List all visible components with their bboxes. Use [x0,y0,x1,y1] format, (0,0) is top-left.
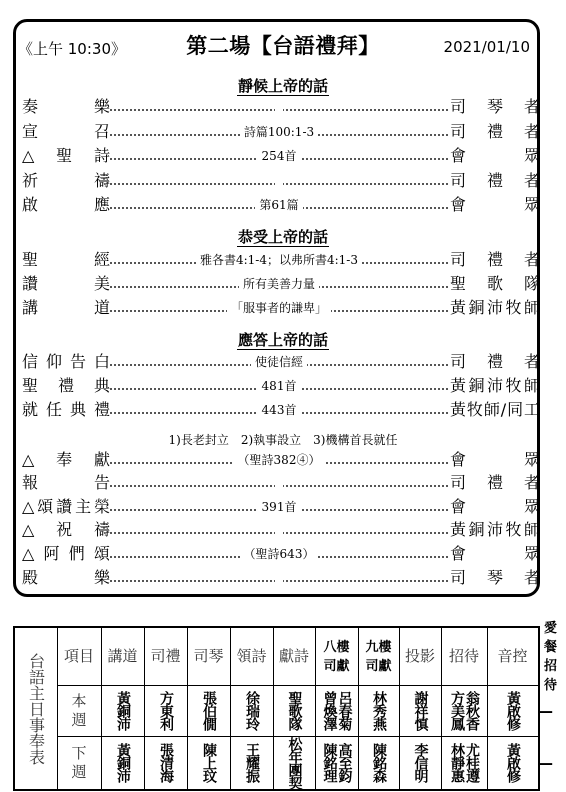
roster-cell: 張清海 [158,743,174,782]
roster-header-cell: 獻詩 [279,647,310,665]
service-date: 2021/01/10 [443,38,530,56]
order-item-label: △ 聖 詩 [22,146,110,165]
order-item-leader: 黃 銅 沛 牧 師 [450,520,540,539]
roster-cell: 翁秋香 方美鳳 [449,691,480,730]
roster-cell: 林秀燕 [371,691,387,730]
service-time: 《上午 10:30》 [18,40,126,58]
roster-cell: 黃啟修 [505,743,521,782]
roster-cell: 松年團契 [286,736,303,789]
order-item-detail [110,173,448,189]
order-row-r17 [22,568,540,588]
order-item-detail [110,475,448,491]
order-item-label: 報 告 [22,473,110,492]
order-item-detail: 391首 [110,499,448,515]
roster-cell: 徐瑞玲 [244,691,260,730]
roster-header-cell: 愛餐招待 [544,620,558,693]
order-item-label: 聖 禮 典 [22,376,110,395]
order-row-r14 [22,497,540,517]
roster-header-cell: 講道 [107,647,138,665]
roster-cell: 王耀振 [244,743,260,782]
order-item-label: 讚 美 [22,274,110,293]
order-item-detail: 詩篇100:1-3 [110,124,448,140]
roster-cell: 李信明 [412,743,429,782]
order-item-detail: 「服事者的謙卑」 [110,300,448,316]
this-week-label: 本週 [71,691,87,729]
order-item-detail [110,99,448,115]
order-item-leader: 會 眾 [450,450,540,469]
order-row-r4 [22,171,540,191]
order-item-leader: 司 琴 者 [450,568,540,587]
order-row-r12 [22,450,540,470]
order-item-label: △ 奉 獻 [22,450,110,469]
roster-cell: 陳銘森 [371,743,387,782]
order-row-r8 [22,298,540,318]
roster-side-title: 台語主日事奉表 [26,652,46,765]
order-item-label: 宣 召 [22,122,110,141]
order-row-r2 [22,122,540,142]
roster-header-cell: 領詩 [236,647,267,665]
order-item-leader: 會 眾 [450,146,540,165]
order-item-label: 聖 經 [22,250,110,269]
order-item-leader: 司 禮 者 [450,352,540,371]
order-item-detail: 254首 [110,148,448,164]
roster-header-cell: 投影 [405,647,436,665]
order-row-r7 [22,274,540,294]
roster-header-cell: 司禮 [150,647,181,665]
roster-cell: — [538,753,553,772]
order-item-detail: 481首 [110,378,448,394]
section-heading-1: 靜候上帝的話 [237,77,328,95]
roster-cell: 呂春菊 曾煥澤 [321,691,353,730]
order-item-leader: 黃 銅 沛 牧 師 [450,376,540,395]
order-item-detail: 所有美善力量 [110,276,448,292]
roster-cell: 黃銅沛 [115,691,131,730]
order-item-leader: 會 眾 [450,497,540,516]
roster-cell: 陳上玟 [201,743,217,782]
order-item-label: △ 阿 們 頌 [22,544,110,563]
duty-roster-table [13,620,558,791]
order-item-label: 奏 樂 [22,97,110,116]
roster-cell: 高至鈞 陳銘理 [321,743,353,782]
order-item-label: 信 仰 告 白 [22,352,110,371]
order-item-label: 講 道 [22,298,110,317]
order-row-r16 [22,544,540,564]
order-item-detail: （聖詩643） [110,546,448,562]
order-item-label: △ 祝 禱 [22,520,110,539]
order-item-leader: 會 眾 [450,195,540,214]
order-item-leader: 司 禮 者 [450,171,540,190]
roster-cell: 張伯僩 [201,691,217,730]
order-item-leader: 會 眾 [450,544,540,563]
roster-header-cell: 音控 [497,647,528,665]
order-item-leader: 司 禮 者 [450,250,540,269]
order-item-leader: 聖 歌 隊 [450,274,540,293]
order-row-r9 [22,352,540,372]
order-item-detail [110,522,448,538]
order-row-r13 [22,473,540,493]
roster-cell: 黃銅沛 [115,743,131,782]
section-heading-3: 應答上帝的話 [237,331,328,349]
order-item-detail [110,570,448,586]
order-row-r15 [22,520,540,540]
roster-cell: 方東利 [158,691,174,730]
next-week-label: 下週 [71,743,87,781]
order-row-r1 [22,97,540,117]
order-item-detail: 使徒信經 [110,354,448,370]
order-row-r11 [22,400,540,420]
order-item-label: △ 頌 讚 主 榮 [22,497,110,516]
order-item-detail: 第61篇 [110,197,448,213]
roster-cell: 尤桂遵 林靜惠 [449,743,480,782]
roster-header-cell: 招待 [448,647,479,665]
order-item-label: 就 任 典 禮 [22,400,110,419]
roster-cell: 謝祥慎 [412,691,429,730]
order-row-r6 [22,250,540,270]
service-title: 第二場【台語禮拜】 [186,34,380,58]
roster-header-cell: 九樓司獻 [365,639,392,674]
order-row-r3 [22,146,540,166]
order-row-r5 [22,195,540,215]
order-item-detail: 雅各書4:1-4；以弗所書4:1-3 [110,252,448,268]
roster-header-cell: 項目 [63,647,94,665]
order-item-label: 祈 禱 [22,171,110,190]
installation-note: 1)長老封立 2)執事設立 3)機構首長就任 [168,433,398,447]
roster-cell: — [538,701,553,720]
order-item-label: 殿 樂 [22,568,110,587]
order-row-r10 [22,376,540,396]
order-item-leader: 司 琴 者 [450,97,540,116]
order-item-leader: 黃 牧 師 / 同 工 [450,400,540,419]
roster-header-cell: 司琴 [193,647,224,665]
roster-cell: 聖歌隊 [286,691,303,730]
order-item-leader: 司 禮 者 [450,122,540,141]
roster-cell: 黃啟修 [505,691,521,730]
order-item-leader: 黃 銅 沛 牧 師 [450,298,540,317]
order-item-leader: 司 禮 者 [450,473,540,492]
roster-header-cell: 八樓司獻 [323,639,350,674]
order-item-label: 啟 應 [22,195,110,214]
order-item-detail: 443首 [110,402,448,418]
section-heading-2: 恭受上帝的話 [237,228,328,246]
order-item-detail: （聖詩382④） [110,452,448,468]
